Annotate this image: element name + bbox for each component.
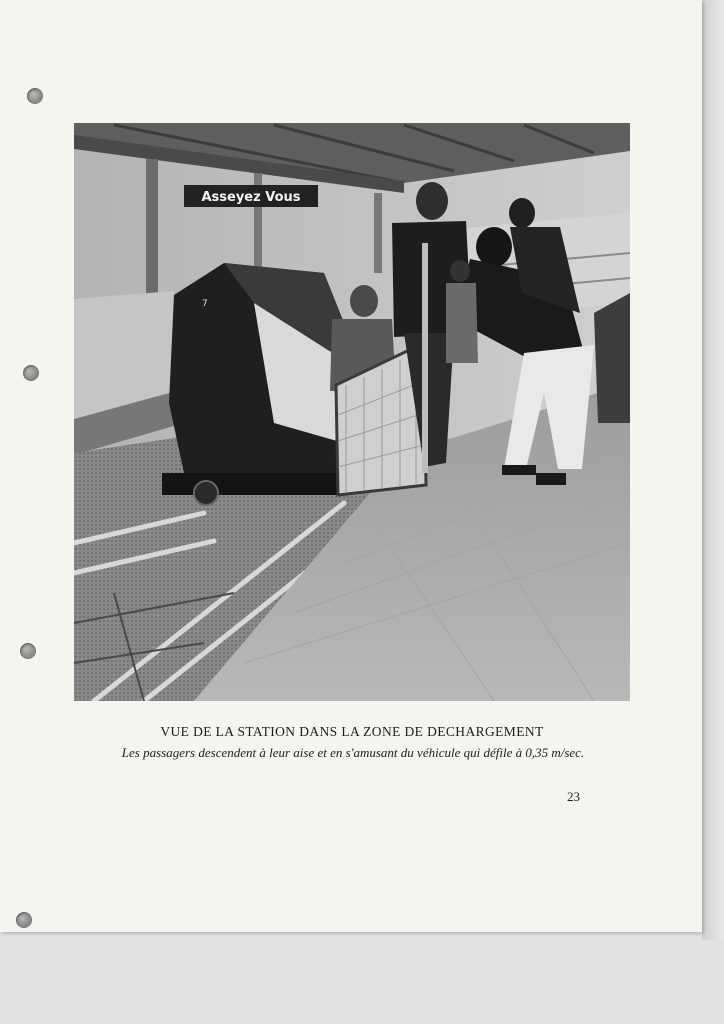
helper-woman-shoe-right [536,473,566,485]
page-number: 23 [567,789,580,804]
support-column-right [374,193,382,273]
background-man-head [509,198,535,228]
cabin-number: 7 [202,299,208,309]
station-photo-drawing [74,123,630,701]
right-wall-column [594,293,630,423]
caption-title: VUE DE LA STATION DANS LA ZONE DE DECHARGEMENT [160,724,544,739]
seated-passenger-head [350,285,378,317]
caption-description: Les passagers descendent à leur aise et en s'amusant du véhicule qui défile à 0,35 m/sec. [121,745,585,760]
punch-hole-bottom [16,912,32,928]
helper-woman-shoe-left [502,465,536,475]
standing-man-head [416,182,448,220]
station-sign-text: Asseyez Vous [201,190,301,205]
helper-woman-hair [476,227,512,267]
child-head [450,260,470,282]
child-body [446,283,478,363]
handle-pole [422,243,428,473]
station-photo [74,123,630,701]
support-column-left [146,159,158,299]
scan-right-shadow [702,0,724,940]
punch-hole-middle [23,365,39,381]
punch-hole-top [27,88,43,104]
cabin-chassis [162,473,352,495]
punch-hole-lower [20,643,36,659]
cabin-wheel [194,481,218,505]
